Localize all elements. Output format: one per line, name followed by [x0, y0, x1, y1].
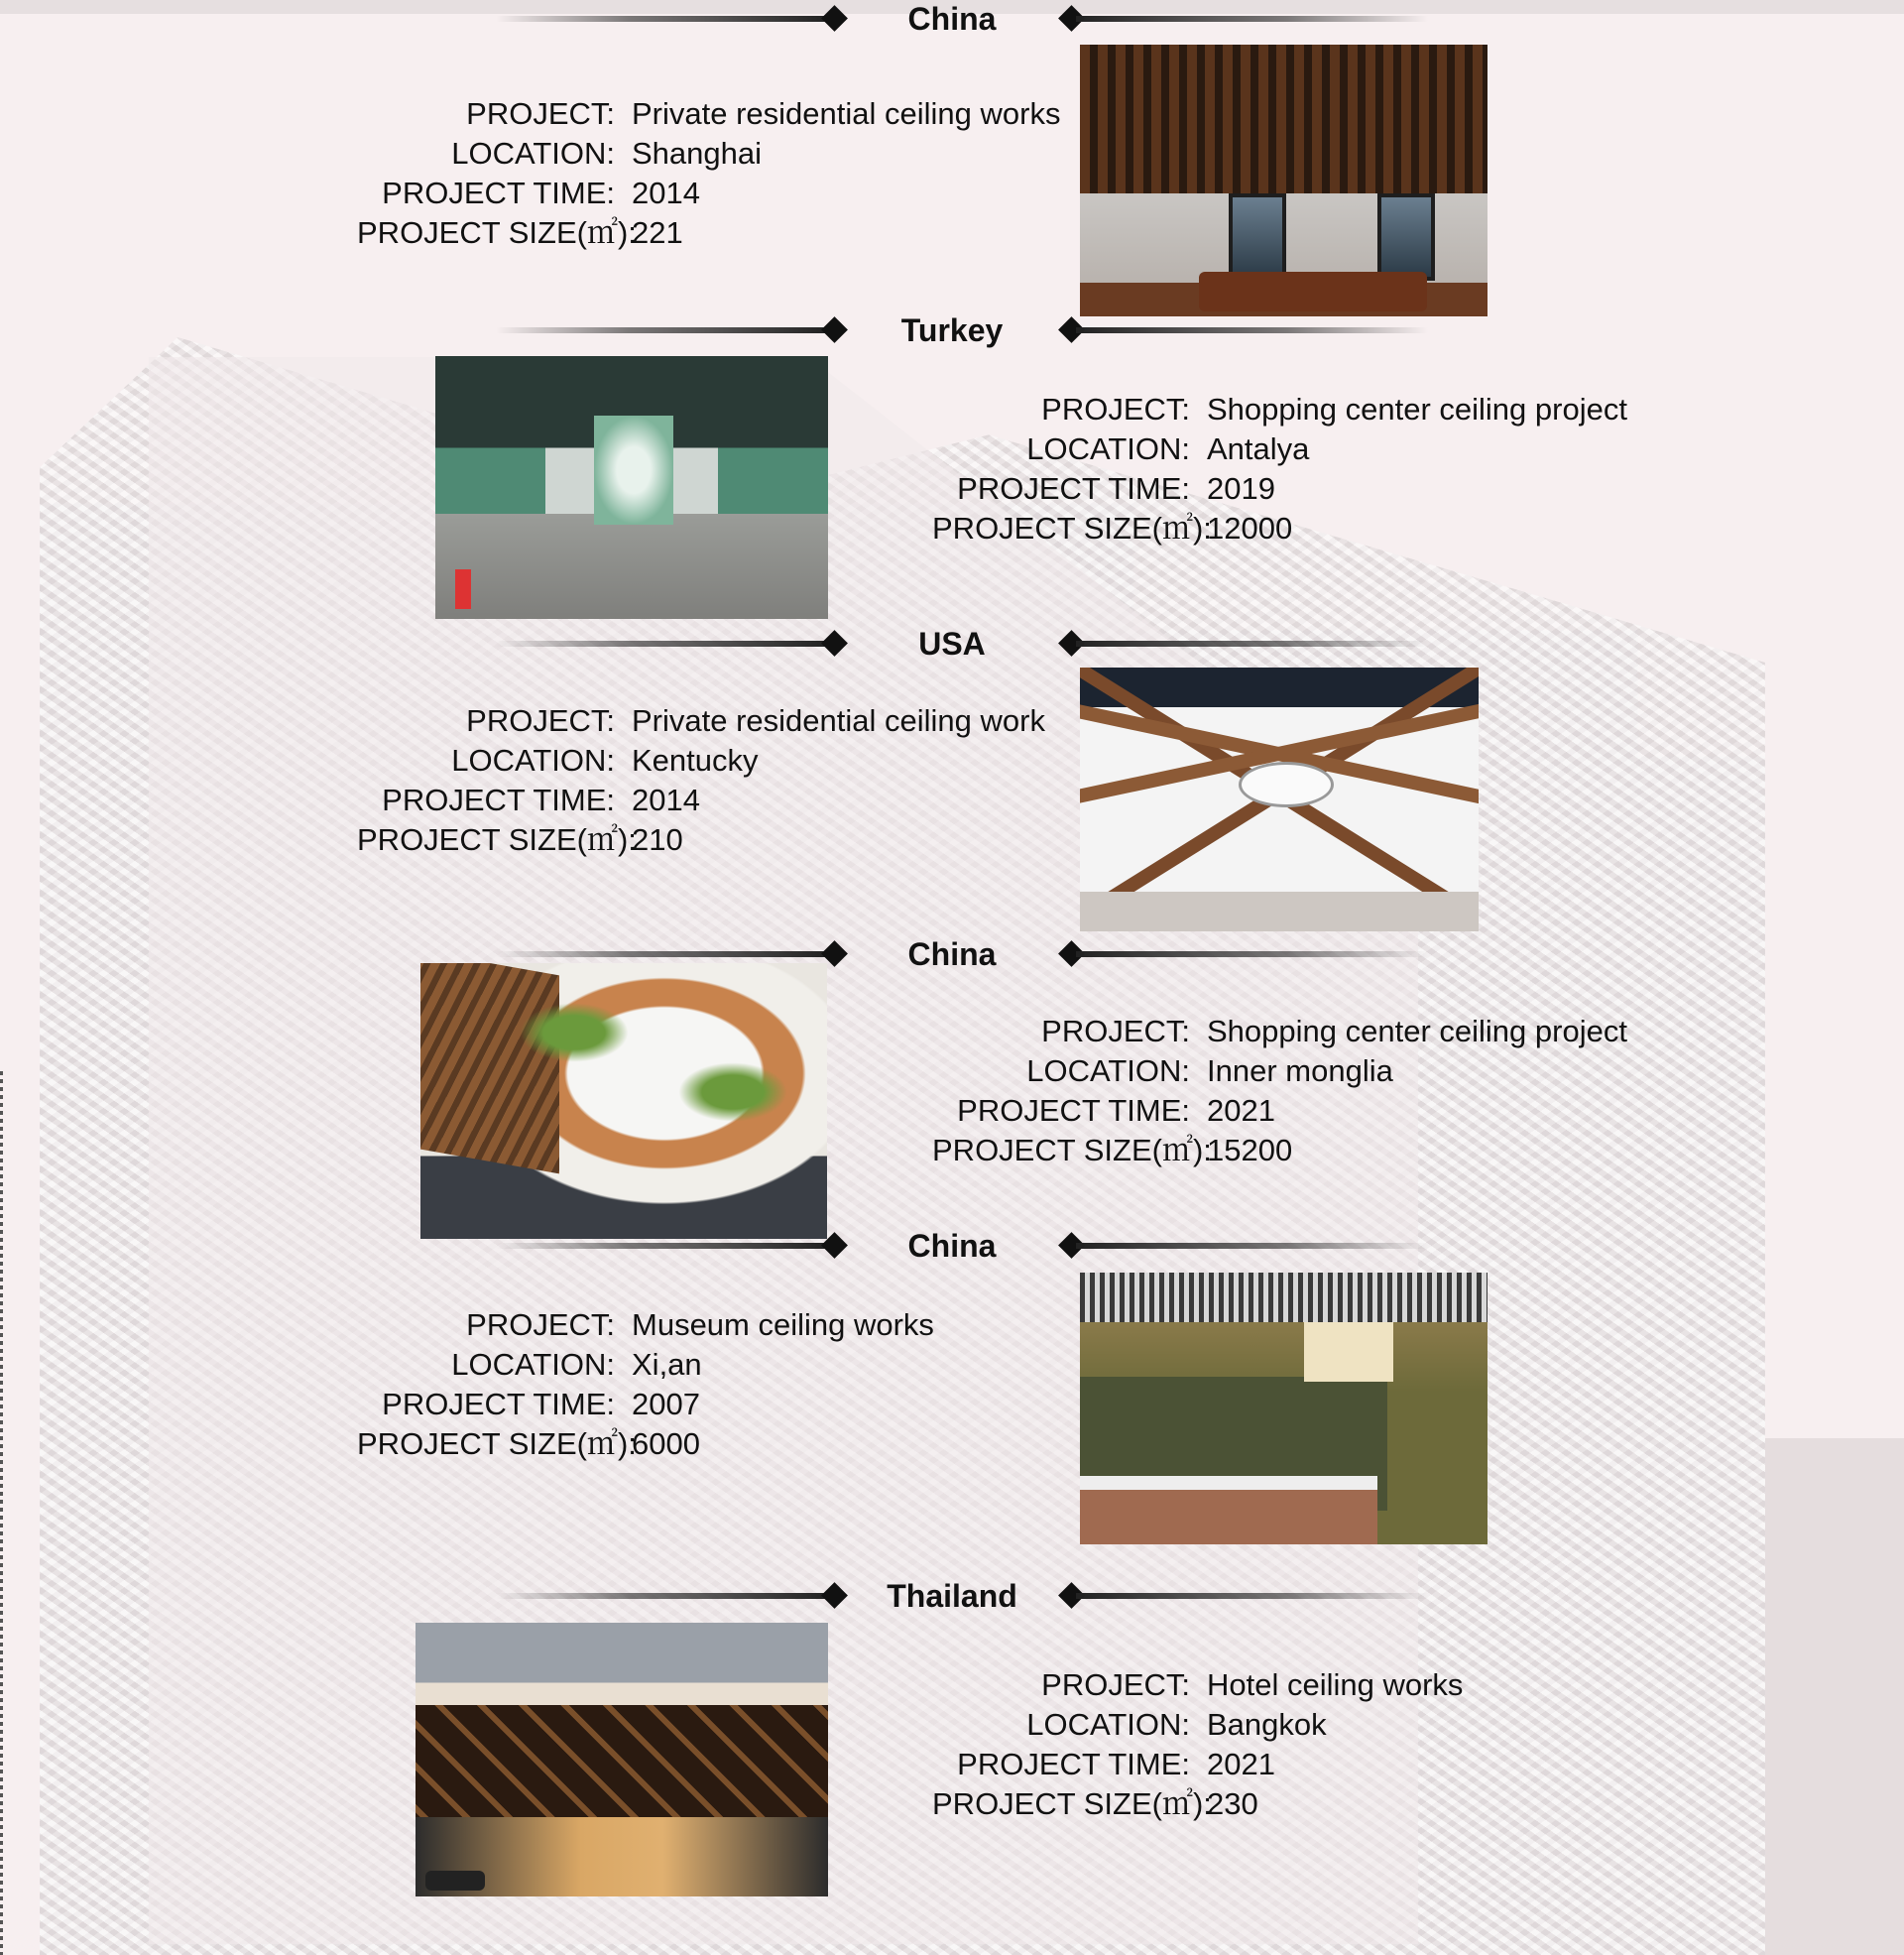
info-row-time	[357, 781, 1045, 820]
corridor-light	[594, 416, 673, 525]
diamond-icon	[821, 5, 848, 32]
label: PROJECT TIME:	[382, 783, 615, 817]
project-photo	[1080, 1273, 1488, 1544]
project-location: Xi,an	[632, 1347, 702, 1382]
project-time: 2014	[632, 783, 700, 817]
label: LOCATION:	[451, 1347, 615, 1382]
diamond-icon	[821, 630, 848, 657]
label: PROJECT SIZE(㎡):	[357, 1426, 637, 1461]
country-divider	[0, 625, 1904, 665]
country-heading: China	[907, 936, 997, 972]
country-heading: USA	[918, 626, 986, 662]
country-divider	[0, 1227, 1904, 1267]
info-row-time	[932, 469, 1627, 509]
project-location: Antalya	[1207, 431, 1310, 466]
info-row-size	[357, 1424, 934, 1464]
project-name: Private residential ceiling works	[632, 96, 1061, 131]
project-photo	[1080, 45, 1488, 316]
hanging-plant	[520, 1003, 629, 1062]
project-name: Museum ceiling works	[632, 1307, 934, 1342]
hanging-plant	[678, 1062, 787, 1122]
project-name: Private residential ceiling work	[632, 703, 1045, 738]
project-info	[932, 1012, 1627, 1170]
divider-line-left	[496, 16, 828, 22]
divider-line-left	[496, 1593, 828, 1599]
project-size: 221	[632, 215, 683, 250]
label: PROJECT:	[1041, 1667, 1190, 1702]
project-name: Shopping center ceiling project	[1207, 392, 1627, 427]
divider-line-left	[496, 327, 828, 333]
info-row-size	[932, 1131, 1627, 1170]
project-info	[357, 1305, 934, 1464]
info-row-size	[932, 1784, 1463, 1824]
info-row-location	[932, 1705, 1463, 1745]
country-heading: China	[907, 1228, 997, 1264]
diamond-icon	[821, 316, 848, 343]
info-row-time	[932, 1745, 1463, 1784]
label: PROJECT TIME:	[957, 1093, 1190, 1128]
project-size: 230	[1207, 1786, 1258, 1821]
country-heading: Thailand	[887, 1578, 1017, 1614]
country-divider	[0, 935, 1904, 975]
info-row-project	[357, 701, 1045, 741]
info-row-size	[357, 213, 1060, 253]
project-location: Inner monglia	[1207, 1053, 1393, 1088]
project-photo	[1080, 668, 1479, 931]
info-row-location	[357, 741, 1045, 781]
label: PROJECT:	[1041, 392, 1190, 427]
project-time: 2021	[1207, 1093, 1275, 1128]
project-photo	[435, 356, 828, 619]
project-location: Kentucky	[632, 743, 759, 778]
info-row-time	[357, 174, 1060, 213]
label: LOCATION:	[451, 743, 615, 778]
project-size: 15200	[1207, 1133, 1293, 1167]
info-row-project	[932, 1665, 1463, 1705]
project-info	[357, 94, 1060, 253]
window	[1229, 193, 1286, 281]
info-row-location	[357, 1345, 934, 1385]
label: PROJECT SIZE(㎡):	[932, 1786, 1212, 1821]
sofa	[1199, 272, 1427, 311]
label: PROJECT:	[466, 1307, 615, 1342]
diamond-icon	[821, 1232, 848, 1259]
info-row-project	[357, 1305, 934, 1345]
column	[1304, 1322, 1393, 1382]
project-size: 6000	[632, 1426, 700, 1461]
label: LOCATION:	[1026, 431, 1190, 466]
wood-slats	[420, 963, 559, 1173]
project-photo	[416, 1623, 828, 1896]
info-row-size	[932, 509, 1627, 549]
info-row-project	[932, 1012, 1627, 1051]
info-row-time	[932, 1091, 1627, 1131]
divider-line-right	[1076, 641, 1428, 647]
divider-line-right	[1076, 327, 1428, 333]
country-divider	[0, 0, 1904, 40]
project-info	[357, 701, 1045, 860]
project-name: Shopping center ceiling project	[1207, 1014, 1627, 1048]
ceiling-light-ring	[1239, 762, 1334, 807]
label: PROJECT TIME:	[957, 471, 1190, 506]
label: PROJECT:	[466, 96, 615, 131]
diamond-icon	[821, 1582, 848, 1609]
info-row-time	[357, 1385, 934, 1424]
window	[1377, 193, 1435, 281]
sign	[455, 569, 471, 609]
divider-line-right	[1076, 951, 1428, 957]
divider-line-left	[496, 641, 828, 647]
car	[425, 1871, 485, 1891]
label: PROJECT:	[466, 703, 615, 738]
project-photo	[420, 963, 827, 1239]
project-size: 12000	[1207, 511, 1293, 546]
label: PROJECT SIZE(㎡):	[932, 1133, 1212, 1167]
label: PROJECT SIZE(㎡):	[357, 822, 637, 857]
project-location: Bangkok	[1207, 1707, 1327, 1742]
info-row-location	[932, 429, 1627, 469]
info-row-location	[357, 134, 1060, 174]
project-time: 2007	[632, 1387, 700, 1421]
label: PROJECT SIZE(㎡):	[357, 215, 637, 250]
info-row-project	[357, 94, 1060, 134]
floor	[1080, 892, 1479, 931]
info-row-location	[932, 1051, 1627, 1091]
label: LOCATION:	[1026, 1053, 1190, 1088]
country-heading: China	[907, 1, 997, 37]
project-time: 2014	[632, 176, 700, 210]
label: PROJECT TIME:	[382, 176, 615, 210]
country-divider	[0, 1577, 1904, 1617]
info-row-size	[357, 820, 1045, 860]
display-case	[1080, 1476, 1377, 1544]
project-time: 2021	[1207, 1747, 1275, 1781]
label: PROJECT:	[1041, 1014, 1190, 1048]
divider-line-right	[1076, 1593, 1428, 1599]
info-row-project	[932, 390, 1627, 429]
divider-line-right	[1076, 1243, 1428, 1249]
label: LOCATION:	[1026, 1707, 1190, 1742]
label: PROJECT SIZE(㎡):	[932, 511, 1212, 546]
project-location: Shanghai	[632, 136, 763, 171]
divider-line-left	[496, 1243, 828, 1249]
project-name: Hotel ceiling works	[1207, 1667, 1464, 1702]
project-info	[932, 1665, 1463, 1824]
project-info	[932, 390, 1627, 549]
project-time: 2019	[1207, 471, 1275, 506]
project-size: 210	[632, 822, 683, 857]
country-divider	[0, 311, 1904, 351]
country-heading: Turkey	[900, 312, 1004, 348]
divider-line-left	[496, 951, 828, 957]
label: PROJECT TIME:	[382, 1387, 615, 1421]
divider-line-right	[1076, 16, 1428, 22]
label: PROJECT TIME:	[957, 1747, 1190, 1781]
label: LOCATION:	[451, 136, 615, 171]
